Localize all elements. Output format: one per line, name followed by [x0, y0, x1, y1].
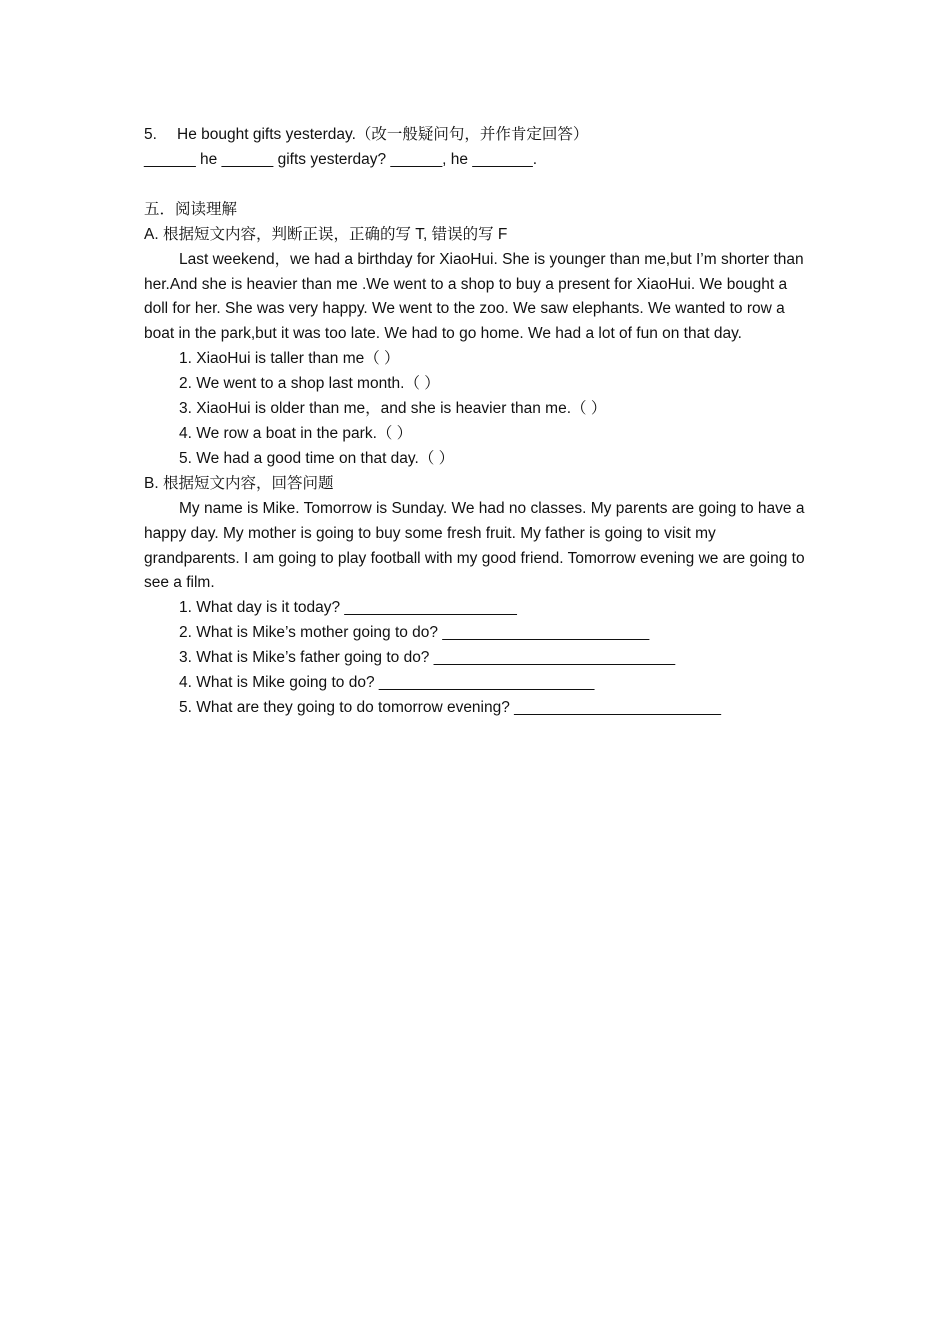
part-a-question-2: 2. We went to a shop last month.（ ） [179, 375, 440, 393]
part-b-question-5: 5. What are they going to do tomorrow evening? ________________________ [179, 698, 722, 716]
spacer [144, 173, 810, 198]
part-a-question-4: 4. We row a boat in the park.（ ） [179, 424, 413, 442]
part-b-question-2: 2. What is Mike’s mother going to do? ________________________ [179, 624, 650, 642]
part-a-question-5: 5. We had a good time on that day.（ ） [179, 449, 455, 467]
question-5 [144, 123, 810, 148]
part-b-question-3: 3. What is Mike’s father going to do? ____________________________ [179, 649, 676, 667]
part-b-passage: My name is Mike. Tomorrow is Sunday. We had no classes. My parents are going to have a happy day. My mother is going to buy some fresh fruit. My father is going to visit my grandparents. I am going to play football with my good friend. Tomorrow evening we are going to see a film. [144, 499, 805, 592]
part-a-question-3: 3. XiaoHui is older than me，and she is heavier than me.（ ） [179, 400, 607, 418]
part-b-heading: B. 根据短文内容，回答问题 [144, 474, 334, 492]
question-5-text: He bought gifts yesterday.（改一般疑问句，并作肯定回答） [177, 126, 589, 143]
question-5-number: 5. [144, 126, 157, 143]
part-a-heading: A. 根据短文内容，判断正误，正确的写 T, 错误的写 F [144, 225, 508, 243]
part-b-question-4: 4. What is Mike going to do? _________________________ [179, 674, 595, 692]
part-a-question-1: 1. XiaoHui is taller than me（ ） [179, 350, 400, 368]
question-5-answer-line: ______ he ______ gifts yesterday? ______, he _______. [144, 150, 537, 168]
part-b-question-1: 1. What day is it today? ____________________ [179, 599, 517, 617]
document-page [144, 123, 810, 721]
section-5-heading: 五．阅读理解 [144, 200, 238, 218]
part-a-passage: Last weekend，we had a birthday for XiaoHui. She is younger than me,but I’m shorter than her.And she is heavier than me .We went to a shop to buy a present for XiaoHui. We bought a doll for her. She was very happy. We went to the zoo. We saw elephants. We wanted to row a boat in the park,but it was too late. We had to go home. We had a lot of fun on that day. [144, 250, 804, 343]
